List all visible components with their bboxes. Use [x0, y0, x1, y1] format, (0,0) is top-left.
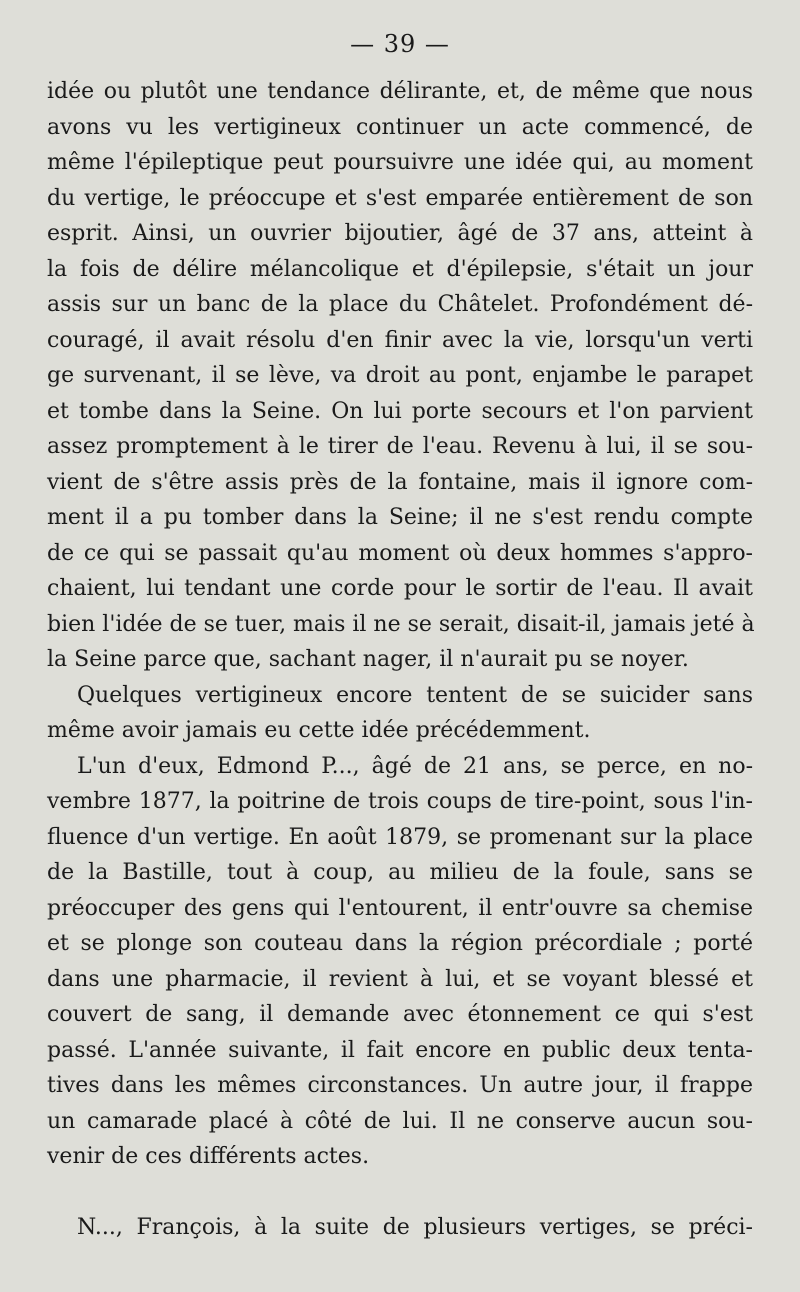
paragraph-2: [47, 678, 753, 749]
text-line: avons vu les vertigineux continuer un acte commencé, de: [47, 114, 753, 140]
text-line: ge survenant, il se lève, va droit au pont, enjambe le parapet: [47, 363, 753, 388]
text-line: fluence d'un vertige. En août 1879, se promenant sur la place: [47, 824, 753, 850]
text-line: tives dans les mêmes circonstances. Un autre jour, il frappe: [47, 1073, 753, 1098]
body-text: [47, 74, 753, 1245]
text-line: passé. L'année suivante, il fait encore en public deux tenta-: [47, 1037, 753, 1063]
paragraph-4: [47, 1210, 753, 1246]
text-line: assis sur un banc de la place du Châtelet. Profondément dé-: [47, 292, 753, 317]
text-line: vembre 1877, la poitrine de trois coups de tire-point, sous l'in-: [47, 789, 753, 814]
text-line: même l'épileptique peut poursuivre une idée qui, au moment: [47, 150, 753, 175]
text-line: même avoir jamais eu cette idée précédemment.: [47, 718, 591, 743]
text-line: venir de ces différents actes.: [47, 1144, 370, 1169]
text-line: la Seine parce que, sachant nager, il n'aurait pu se noyer.: [47, 647, 689, 672]
text-line: N..., François, à la suite de plusieurs vertiges, se préci-: [77, 1214, 753, 1240]
text-line: ment il a pu tomber dans la Seine; il ne s'est rendu compte: [47, 505, 753, 530]
text-line: de la Bastille, tout à coup, au milieu de la foule, sans se: [47, 860, 753, 885]
text-line: du vertige, le préoccupe et s'est emparée entièrement de son: [47, 185, 753, 211]
paragraph-3: [47, 749, 753, 1175]
text-line: bien l'idée de se tuer, mais il ne se serait, disait-il, jamais jeté à: [47, 611, 755, 637]
text-line: un camarade placé à côté de lui. Il ne conserve aucun sou-: [47, 1108, 753, 1134]
text-line: couragé, il avait résolu d'en finir avec la vie, lorsqu'un verti: [47, 327, 753, 353]
text-line: assez promptement à le tirer de l'eau. Revenu à lui, il se sou-: [47, 434, 753, 459]
text-line: couvert de sang, il demande avec étonnement ce qui s'est: [47, 1002, 753, 1027]
text-line: préoccuper des gens qui l'entourent, il entr'ouvre sa chemise: [47, 895, 753, 921]
text-line: vient de s'être assis près de la fontaine, mais il ignore com-: [47, 469, 753, 495]
text-line: et se plonge son couteau dans la région précordiale ; porté: [47, 931, 753, 956]
text-line: la fois de délire mélancolique et d'épilepsie, s'était un jour: [47, 256, 753, 282]
text-line: chaient, lui tendant une corde pour le sortir de l'eau. Il avait: [47, 576, 753, 601]
text-line: et tombe dans la Seine. On lui porte secours et l'on parvient: [47, 398, 753, 424]
paragraph-1: [47, 74, 753, 678]
text-line: idée ou plutôt une tendance délirante, et, de même que nous: [47, 79, 753, 104]
text-line: de ce qui se passait qu'au moment où deux hommes s'appro-: [47, 540, 753, 566]
text-line: L'un d'eux, Edmond P..., âgé de 21 ans, se perce, en no-: [77, 753, 753, 779]
paragraph-spacer: [47, 1175, 753, 1210]
text-line: Quelques vertigineux encore tentent de se suicider sans: [77, 682, 753, 708]
text-line: dans une pharmacie, il revient à lui, et se voyant blessé et: [47, 966, 753, 992]
text-line: esprit. Ainsi, un ouvrier bijoutier, âgé de 37 ans, atteint à: [47, 221, 753, 246]
page-number: — 39 —: [350, 30, 450, 58]
